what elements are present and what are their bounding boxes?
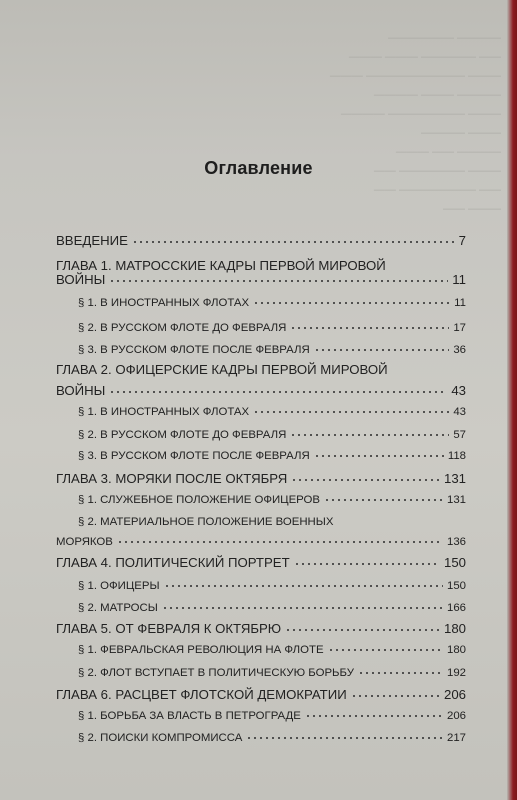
leader-dots	[305, 715, 443, 717]
toc-entry-title: § 1. СЛУЖЕБНОЕ ПОЛОЖЕНИЕ ОФИЦЕРОВ	[78, 494, 320, 506]
leader-dots	[246, 737, 443, 739]
leader-dots	[109, 391, 447, 393]
show-through-text: ———— —————— —— ————— ——— ——— ——— ————————— ——— ———— ——— ———— ——— ——————— ———— ——— ———— ———— —— ——— ——— —————— —— —— ——————— —— ——— ——	[329, 32, 501, 215]
toc-page-number: 192	[446, 667, 466, 679]
leader-dots	[324, 499, 443, 501]
toc-page-number: 180	[446, 644, 466, 656]
toc-entry-title: ВОЙНЫ	[56, 383, 106, 398]
toc-entry-title: ГЛАВА 6. РАСЦВЕТ ФЛОТСКОЙ ДЕМОКРАТИИ	[56, 687, 347, 702]
toc-entry-title: § 2. МАТРОСЫ	[78, 602, 158, 614]
toc-entry-intro	[56, 233, 466, 248]
toc-entry-chapter-6	[56, 687, 466, 702]
toc-page-number: 11	[454, 297, 466, 309]
page-title: Оглавление	[204, 158, 313, 178]
leader-dots	[290, 327, 449, 329]
toc-entry-section	[78, 494, 466, 506]
leader-dots	[109, 280, 448, 282]
leader-dots	[314, 455, 444, 457]
leader-dots	[328, 649, 443, 651]
toc-page-number: 217	[446, 732, 466, 744]
toc-page-number: 166	[446, 602, 466, 614]
toc-entry-chapter-5	[56, 621, 466, 636]
toc-entry-title: § 1. ОФИЦЕРЫ	[78, 580, 160, 592]
toc-page-number: 118	[447, 450, 466, 462]
toc-page-number: 43	[451, 383, 466, 398]
leader-dots	[290, 434, 449, 436]
leader-dots	[294, 563, 440, 565]
leader-dots	[164, 585, 443, 587]
toc-page-number: 36	[453, 344, 466, 356]
toc-entry-title: § 3. В РУССКОМ ФЛОТЕ ПОСЛЕ ФЕВРАЛЯ	[78, 450, 310, 462]
toc-entry-title: § 1. В ИНОСТРАННЫХ ФЛОТАХ	[78, 297, 250, 309]
toc-entry-chapter-3	[56, 471, 466, 486]
toc-entry-chapter-1-line1: ГЛАВА 1. МАТРОССКИЕ КАДРЫ ПЕРВОЙ МИРОВОЙ	[56, 258, 386, 273]
toc-entry-title: § 1. ФЕВРАЛЬСКАЯ РЕВОЛЮЦИЯ НА ФЛОТЕ	[78, 644, 324, 656]
toc-entry-title: § 2. В РУССКОМ ФЛОТЕ ДО ФЕВРАЛЯ	[78, 322, 287, 334]
leader-dots	[117, 541, 443, 543]
toc-entry-section	[78, 732, 466, 744]
toc-entry-section	[78, 429, 466, 441]
toc-entry-section	[78, 297, 466, 309]
toc-entry-section	[78, 644, 466, 656]
toc-entry-title: МОРЯКОВ	[56, 536, 113, 548]
toc-entry-section	[78, 667, 466, 679]
toc-entry-title: § 1. БОРЬБА ЗА ВЛАСТЬ В ПЕТРОГРАДЕ	[78, 710, 301, 722]
toc-entry-section	[78, 602, 466, 614]
toc-entry-title: § 2. ФЛОТ ВСТУПАЕТ В ПОЛИТИЧЕСКУЮ БОРЬБУ	[78, 667, 354, 679]
toc-entry-title: § 3. В РУССКОМ ФЛОТЕ ПОСЛЕ ФЕВРАЛЯ	[78, 344, 310, 356]
toc-entry-section	[78, 406, 466, 418]
toc-page-number: 150	[443, 555, 466, 570]
toc-entry-section	[78, 344, 466, 356]
toc-entry-title: ВОЙНЫ	[56, 272, 106, 287]
leader-dots	[358, 672, 443, 674]
toc-page-number: 206	[446, 710, 466, 722]
toc-entry-title: ВВЕДЕНИЕ	[56, 233, 128, 248]
toc-page-number: 131	[446, 494, 466, 506]
leader-dots	[132, 241, 455, 243]
leader-dots	[314, 349, 450, 351]
toc-page-number: 7	[458, 233, 466, 248]
toc-entry-section	[78, 580, 466, 592]
toc-entry-title: § 2. В РУССКОМ ФЛОТЕ ДО ФЕВРАЛЯ	[78, 429, 287, 441]
toc-entry-section	[78, 322, 466, 334]
leader-dots	[291, 479, 440, 481]
toc-entry-title: § 2. ПОИСКИ КОМПРОМИССА	[78, 732, 243, 744]
toc-entry-section-line1: § 2. МАТЕРИАЛЬНОЕ ПОЛОЖЕНИЕ ВОЕННЫХ	[78, 516, 334, 528]
toc-entry-section	[78, 710, 466, 722]
toc-entry-chapter-4	[56, 555, 466, 570]
leader-dots	[285, 629, 440, 631]
leader-dots	[253, 411, 449, 413]
toc-page-number: 136	[446, 536, 466, 548]
toc-entry-section	[78, 450, 466, 462]
toc-page-number: 57	[453, 429, 466, 441]
toc-page-number: 150	[446, 580, 466, 592]
toc-entry-chapter-2-line1: ГЛАВА 2. ОФИЦЕРСКИЕ КАДРЫ ПЕРВОЙ МИРОВОЙ	[56, 362, 388, 377]
toc-entry-title: ГЛАВА 3. МОРЯКИ ПОСЛЕ ОКТЯБРЯ	[56, 471, 288, 486]
toc-page-number: 131	[443, 471, 466, 486]
toc-entry-title: § 1. В ИНОСТРАННЫХ ФЛОТАХ	[78, 406, 250, 418]
toc-entry-section	[56, 536, 466, 548]
toc-entry-chapter-2	[56, 383, 466, 398]
toc-page-number: 11	[452, 272, 466, 287]
toc-page-number: 17	[453, 322, 466, 334]
toc-entry-title: ГЛАВА 4. ПОЛИТИЧЕСКИЙ ПОРТРЕТ	[56, 555, 290, 570]
toc-page-number: 43	[453, 406, 466, 418]
toc-entry-title: ГЛАВА 5. ОТ ФЕВРАЛЯ К ОКТЯБРЮ	[56, 621, 282, 636]
leader-dots	[253, 302, 450, 304]
toc-page-number: 180	[443, 621, 466, 636]
leader-dots	[351, 695, 440, 697]
toc-entry-chapter-1	[56, 272, 466, 287]
toc-page-number: 206	[443, 687, 466, 702]
leader-dots	[162, 607, 443, 609]
